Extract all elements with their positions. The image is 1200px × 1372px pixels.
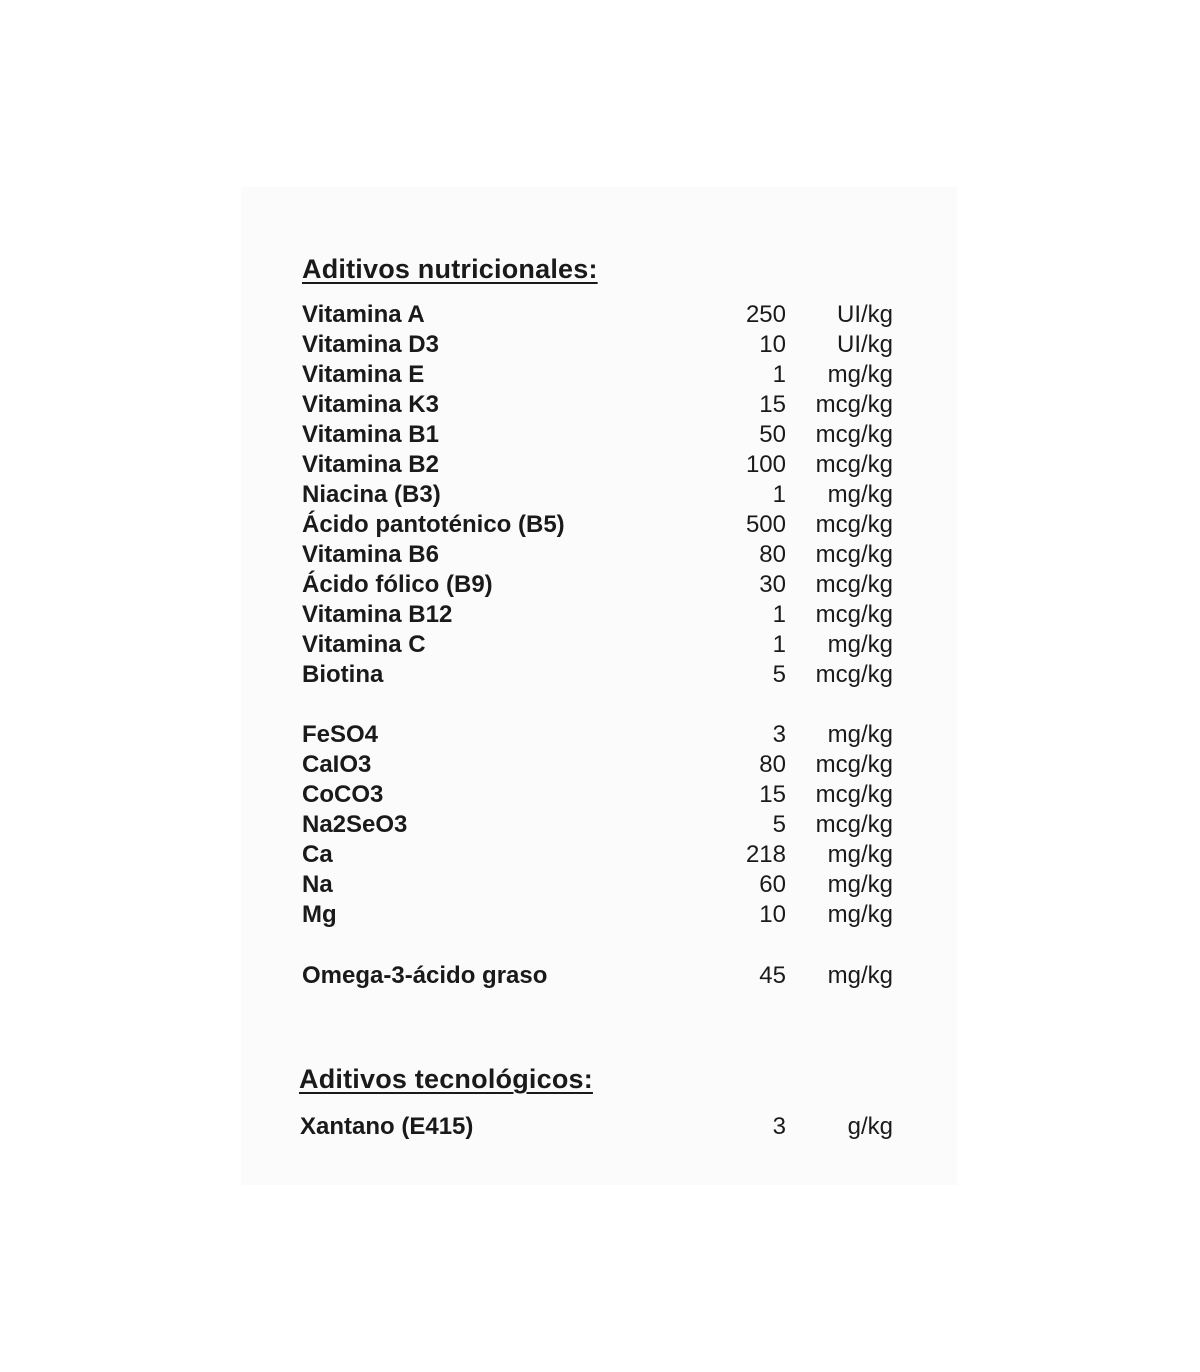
additive-amount: 15 — [759, 391, 786, 418]
additive-unit: mcg/kg — [815, 751, 893, 778]
additive-amount: 10 — [759, 901, 786, 928]
table-row — [0, 330, 1200, 360]
additive-unit: mg/kg — [827, 631, 893, 658]
additive-name: Biotina — [302, 661, 384, 688]
additive-name: Vitamina C — [302, 631, 426, 658]
additive-unit: mg/kg — [827, 841, 893, 868]
additive-amount: 5 — [772, 661, 786, 688]
additive-name: CaIO3 — [302, 751, 372, 778]
additive-name: Ácido pantoténico (B5) — [302, 511, 565, 538]
table-row — [0, 660, 1200, 690]
additive-amount: 45 — [759, 962, 786, 989]
additive-name: Mg — [302, 901, 337, 928]
additive-name: Vitamina B2 — [302, 451, 439, 478]
table-row — [0, 630, 1200, 660]
additive-unit: mg/kg — [827, 871, 893, 898]
table-row — [0, 810, 1200, 840]
additive-amount: 1 — [772, 361, 786, 388]
table-row — [0, 720, 1200, 750]
additive-name: Vitamina E — [302, 361, 425, 388]
additive-amount: 1 — [772, 481, 786, 508]
additive-name: Vitamina B12 — [302, 601, 453, 628]
table-row — [0, 360, 1200, 390]
table-row — [0, 780, 1200, 810]
table-row — [0, 450, 1200, 480]
additive-unit: mg/kg — [827, 721, 893, 748]
table-row — [0, 300, 1200, 330]
additive-unit: mcg/kg — [815, 661, 893, 688]
additive-name: Vitamina A — [302, 301, 425, 328]
table-row — [0, 1112, 1200, 1142]
table-row — [0, 840, 1200, 870]
additive-name: Vitamina B6 — [302, 541, 439, 568]
additive-unit: UI/kg — [836, 301, 893, 328]
additive-unit: UI/kg — [836, 331, 893, 358]
additive-name: FeSO4 — [302, 721, 379, 748]
section-heading-nutritional: Aditivos nutricionales: — [302, 254, 598, 284]
additive-amount: 3 — [772, 1113, 786, 1140]
additive-unit: mcg/kg — [815, 811, 893, 838]
additive-amount: 1 — [772, 631, 786, 658]
table-row — [0, 480, 1200, 510]
table-row — [0, 510, 1200, 540]
additive-amount: 100 — [745, 451, 786, 478]
additive-amount: 60 — [759, 871, 786, 898]
additive-unit: mcg/kg — [815, 391, 893, 418]
additive-amount: 50 — [759, 421, 786, 448]
additive-unit: mcg/kg — [815, 541, 893, 568]
additive-name: CoCO3 — [302, 781, 384, 808]
additive-name: Ácido fólico (B9) — [302, 571, 493, 598]
table-row — [0, 390, 1200, 420]
table-row — [0, 961, 1200, 991]
additive-unit: mcg/kg — [815, 511, 893, 538]
additive-amount: 10 — [759, 331, 786, 358]
additive-name: Omega-3-ácido graso — [302, 962, 548, 989]
table-row — [0, 900, 1200, 930]
additive-unit: mg/kg — [827, 962, 893, 989]
additive-unit: mg/kg — [827, 901, 893, 928]
additive-amount: 500 — [745, 511, 786, 538]
table-row — [0, 870, 1200, 900]
additive-name: Vitamina B1 — [302, 421, 439, 448]
table-row — [0, 540, 1200, 570]
additive-amount: 1 — [772, 601, 786, 628]
additive-name: Na — [302, 871, 333, 898]
additive-amount: 80 — [759, 541, 786, 568]
additive-name: Vitamina D3 — [302, 331, 439, 358]
additive-unit: g/kg — [847, 1113, 893, 1140]
additive-unit: mcg/kg — [815, 601, 893, 628]
additive-unit: mcg/kg — [815, 571, 893, 598]
additive-name: Vitamina K3 — [302, 391, 439, 418]
additive-name: Niacina (B3) — [302, 481, 441, 508]
additive-amount: 218 — [745, 841, 786, 868]
additive-amount: 15 — [759, 781, 786, 808]
additive-amount: 30 — [759, 571, 786, 598]
additive-unit: mcg/kg — [815, 451, 893, 478]
table-row — [0, 600, 1200, 630]
additive-unit: mg/kg — [827, 481, 893, 508]
additive-amount: 5 — [772, 811, 786, 838]
additive-name: Ca — [302, 841, 333, 868]
section-heading-technological: Aditivos tecnológicos: — [299, 1064, 593, 1094]
additive-amount: 3 — [772, 721, 786, 748]
additive-unit: mg/kg — [827, 361, 893, 388]
table-row — [0, 420, 1200, 450]
table-row — [0, 570, 1200, 600]
additive-unit: mcg/kg — [815, 781, 893, 808]
additive-amount: 250 — [745, 301, 786, 328]
additive-name: Na2SeO3 — [302, 811, 408, 838]
additive-amount: 80 — [759, 751, 786, 778]
additive-unit: mcg/kg — [815, 421, 893, 448]
additive-name: Xantano (E415) — [300, 1113, 474, 1140]
table-row — [0, 750, 1200, 780]
